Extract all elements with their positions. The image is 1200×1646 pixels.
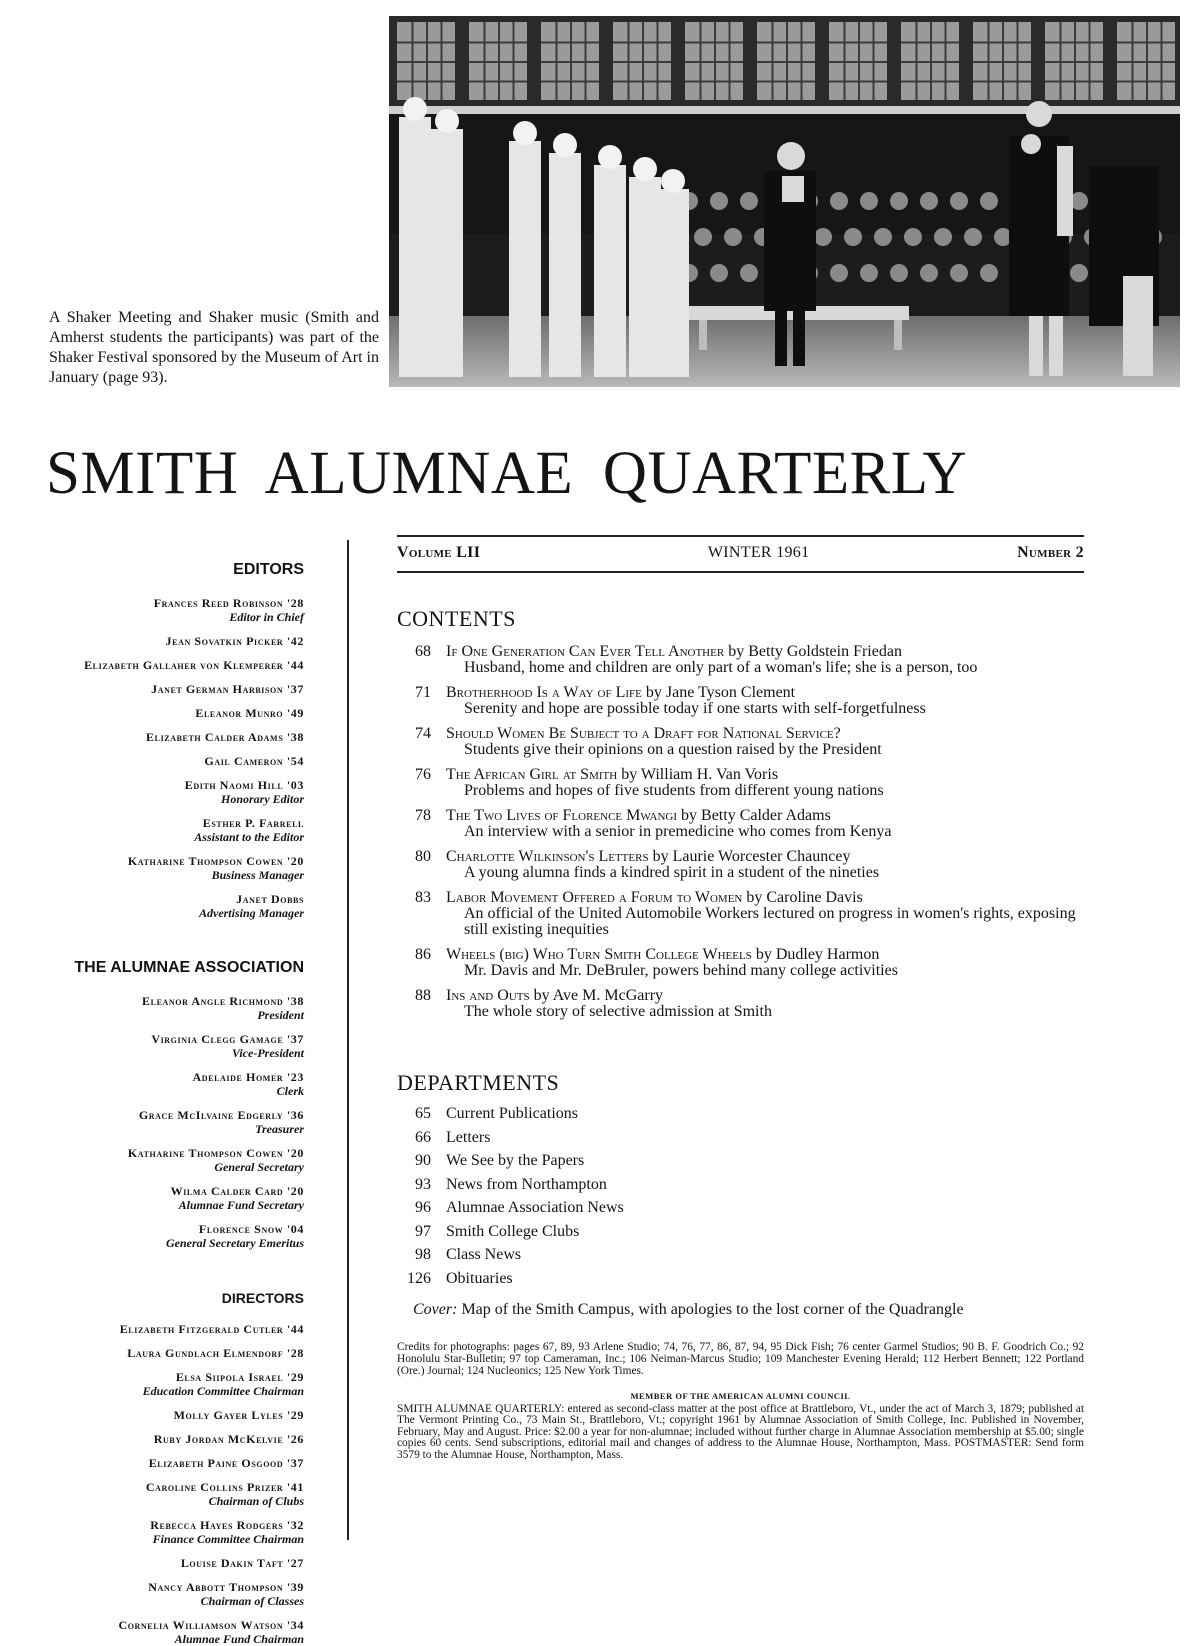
staff-title: Clerk — [276, 1084, 304, 1098]
staff-name: Katharine Thompson Cowen '20 — [127, 854, 304, 868]
entry-page: 83 — [415, 889, 431, 906]
staff-name: Louise Dakin Taft '27 — [180, 1556, 304, 1570]
staff-name: Elizabeth Fitzgerald Cutler '44 — [119, 1322, 304, 1336]
entry-description: A young alumna finds a kindred spirit in a student of the nineties — [464, 864, 880, 881]
entry-page: 80 — [415, 848, 431, 865]
staff-title: General Secretary Emeritus — [166, 1236, 304, 1250]
staff-title: Education Committee Chairman — [142, 1384, 304, 1398]
entry-page: 88 — [415, 987, 431, 1004]
contents-entry — [397, 849, 1084, 881]
entry-body — [446, 726, 1084, 758]
staff-entry — [0, 1322, 304, 1336]
staff-title: Chairman of Clubs — [208, 1494, 304, 1508]
staff-entry — [0, 1222, 304, 1250]
editors-list — [0, 596, 304, 920]
entry-author: by Jane Tyson Clement — [641, 684, 796, 701]
department-label: Obituaries — [446, 1269, 513, 1287]
staff-name: Adelaide Homer '23 — [192, 1070, 304, 1084]
staff-name: Eleanor Angle Richmond '38 — [142, 994, 304, 1008]
photo-caption: A Shaker Meeting and Shaker music (Smith and Amherst students the participants) was part of the Shaker Festival sponsored by the Museum of Art in January (page 93). — [49, 309, 379, 386]
contents-entry — [397, 988, 1084, 1020]
staff-name: Florence Snow '04 — [198, 1222, 304, 1236]
cover-note — [397, 1301, 1084, 1319]
department-label: Alumnae Association News — [446, 1199, 624, 1216]
staff-entry — [0, 816, 304, 844]
entry-title: Labor Movement Offered a Forum to Women — [446, 889, 743, 906]
department-label: We See by the Papers — [446, 1152, 585, 1169]
directors-list — [0, 1322, 304, 1646]
entry-author: by Dudley Harmon — [751, 946, 880, 963]
staff-entry — [0, 634, 304, 648]
entry-title: Charlotte Wilkinson's Letters — [446, 848, 649, 865]
staff-entry — [0, 778, 304, 806]
staff-title: Chairman of Classes — [200, 1594, 304, 1608]
entry-author: by Laurie Worcester Chauncey — [648, 848, 851, 865]
staff-name: Elizabeth Paine Osgood '37 — [148, 1456, 304, 1470]
contents-entry — [397, 767, 1084, 799]
staff-entry — [0, 1408, 304, 1422]
contents-entry — [397, 726, 1084, 758]
contents-list — [397, 644, 1084, 1020]
staff-name: Laura Gundlach Elmendorf '28 — [127, 1346, 304, 1360]
staff-title: Vice-President — [232, 1046, 304, 1060]
department-item — [397, 1102, 1084, 1126]
contents-entry — [397, 947, 1084, 979]
staff-name: Frances Reed Robinson '28 — [153, 596, 304, 610]
issue-bar — [397, 535, 1084, 573]
column-divider — [347, 540, 349, 1540]
entry-page: 86 — [415, 946, 431, 963]
department-item — [397, 1173, 1084, 1197]
entry-title: The Two Lives of Florence Mwangi — [446, 807, 678, 824]
department-page: 126 — [407, 1269, 431, 1287]
association-heading: THE ALUMNAE ASSOCIATION — [74, 959, 304, 976]
staff-column — [0, 560, 304, 1646]
department-item — [397, 1126, 1084, 1150]
volume-label: Volume LII — [397, 544, 481, 561]
entry-title: Should Women Be Subject to a Draft for National Service? — [446, 725, 841, 742]
staff-title: Honorary Editor — [220, 792, 304, 806]
number-label: Number 2 — [1017, 544, 1084, 561]
staff-entry — [0, 1618, 304, 1646]
entry-author: by William H. Van Voris — [617, 766, 779, 783]
staff-title: Treasurer — [255, 1122, 304, 1136]
staff-title: Business Manager — [211, 868, 304, 882]
staff-name: Ruby Jordan McKelvie '26 — [153, 1432, 304, 1446]
staff-title: Alumnae Fund Secretary — [178, 1198, 304, 1212]
entry-description: An official of the United Automobile Workers lectured on progress in women's rights, exposing still existing inequities — [464, 905, 1076, 938]
staff-entry — [0, 854, 304, 882]
contents-entry — [397, 644, 1084, 676]
department-label: Current Publications — [446, 1105, 578, 1122]
entry-author: by Betty Calder Adams — [677, 807, 831, 824]
staff-name: Katharine Thompson Cowen '20 — [127, 1146, 304, 1160]
department-page: 93 — [415, 1175, 431, 1193]
staff-entry — [0, 1346, 304, 1360]
department-item — [397, 1220, 1084, 1244]
cover-text: Map of the Smith Campus, with apologies to the lost corner of the Quadrangle — [457, 1301, 964, 1318]
department-page: 98 — [415, 1246, 431, 1263]
staff-entry — [0, 596, 304, 624]
staff-name: Wilma Calder Card '20 — [170, 1184, 304, 1198]
entry-title: If One Generation Can Ever Tell Another — [446, 643, 725, 660]
entry-body — [446, 890, 1084, 938]
entry-author: by Caroline Davis — [742, 889, 863, 906]
staff-name: Gail Cameron '54 — [204, 754, 304, 768]
staff-entry — [0, 892, 304, 920]
departments-list — [397, 1102, 1084, 1290]
entry-body — [446, 644, 1084, 676]
department-item — [397, 1243, 1084, 1267]
contents-column — [397, 535, 1084, 1461]
staff-entry — [0, 1556, 304, 1570]
masthead-title: SMITH ALUMNAE QUARTERLY — [46, 440, 967, 507]
staff-name: Elizabeth Calder Adams '38 — [146, 730, 304, 744]
contents-entry — [397, 890, 1084, 938]
contents-entry — [397, 808, 1084, 840]
contents-heading: CONTENTS — [397, 606, 516, 631]
staff-name: Elsa Siipola Israel '29 — [175, 1370, 304, 1384]
entry-page: 68 — [415, 643, 431, 660]
staff-entry — [0, 1108, 304, 1136]
entry-body — [446, 767, 1084, 799]
department-item — [397, 1149, 1084, 1173]
department-page: 65 — [415, 1105, 431, 1122]
staff-entry — [0, 754, 304, 768]
staff-name: Edith Naomi Hill '03 — [184, 778, 304, 792]
season-label: WINTER 1961 — [707, 544, 810, 561]
entry-title: Brotherhood Is a Way of Life — [446, 684, 642, 701]
staff-name: Elizabeth Gallaher von Klemperer '44 — [84, 658, 304, 672]
staff-entry — [0, 1032, 304, 1060]
staff-name: Esther P. Farrell — [202, 816, 304, 830]
contents-entry — [397, 685, 1084, 717]
staff-entry — [0, 1480, 304, 1508]
staff-entry — [0, 1518, 304, 1546]
entry-description: Problems and hopes of five students from different young nations — [464, 782, 884, 799]
shaker-festival-photo — [389, 16, 1180, 387]
entry-body — [446, 849, 1084, 881]
staff-entry — [0, 994, 304, 1022]
entry-description: Husband, home and children are only part of a woman's life; she is a person, too — [464, 659, 978, 676]
departments-heading: DEPARTMENTS — [397, 1070, 560, 1095]
staff-entry — [0, 730, 304, 744]
council-membership: MEMBER OF THE AMERICAN ALUMNI COUNCIL — [630, 1391, 851, 1401]
staff-name: Janet Dobbs — [236, 892, 304, 906]
department-page: 97 — [415, 1222, 431, 1240]
staff-entry — [0, 682, 304, 696]
entry-description: Mr. Davis and Mr. DeBruler, powers behind many college activities — [464, 962, 898, 979]
entry-title: The African Girl at Smith — [446, 766, 618, 783]
staff-name: Rebecca Hayes Rodgers '32 — [150, 1518, 304, 1532]
entry-description: Students give their opinions on a question raised by the President — [464, 741, 882, 758]
entry-body — [446, 988, 1084, 1020]
staff-name: Caroline Collins Prizer '41 — [145, 1480, 304, 1494]
staff-name: Cornelia Williamson Watson '34 — [118, 1618, 304, 1632]
staff-title: President — [257, 1008, 304, 1022]
entry-body — [446, 947, 1084, 979]
department-label: Letters — [446, 1128, 491, 1146]
department-label: News from Northampton — [446, 1175, 607, 1193]
entry-page: 74 — [415, 725, 431, 742]
staff-entry — [0, 658, 304, 672]
department-item — [397, 1267, 1084, 1291]
department-page: 96 — [415, 1199, 431, 1216]
entry-page: 78 — [415, 807, 431, 824]
entry-title: Ins and Outs — [446, 987, 530, 1004]
staff-name: Eleanor Munro '49 — [195, 706, 304, 720]
entry-author: by Ave M. McGarry — [529, 987, 664, 1004]
photo-credits: Credits for photographs: pages 67, 89, 93 Arlene Studio; 74, 76, 77, 86, 87, 94, 95 Dick Fish; 76 center Garmel Studios; 90 B. F. Goodrich Co.; 92 Honolulu Star-Bulletin; 97 top Cameraman, Inc.; 106 Neiman-Marcus Studio; 109 Manchester Evening Herald; 112 Herbert Bennett; 122 Portland (Ore.) Journal; 124 Nucleonics; 125 New York Times. — [397, 1341, 1084, 1377]
entry-page: 71 — [415, 684, 431, 701]
staff-name: Janet German Harbison '37 — [151, 682, 304, 696]
staff-entry — [0, 1184, 304, 1212]
staff-entry — [0, 1070, 304, 1098]
staff-title: Advertising Manager — [198, 906, 304, 920]
staff-entry — [0, 1146, 304, 1174]
staff-entry — [0, 1456, 304, 1470]
entry-body — [446, 685, 1084, 717]
entry-body — [446, 808, 1084, 840]
staff-title: General Secretary — [214, 1160, 304, 1174]
entry-description: Serenity and hope are possible today if one starts with self-forgetfulness — [464, 700, 926, 717]
entry-description: An interview with a senior in premedicine who comes from Kenya — [464, 823, 892, 840]
entry-author: by Betty Goldstein Friedan — [724, 643, 902, 660]
staff-entry — [0, 706, 304, 720]
department-page: 66 — [415, 1128, 431, 1146]
cover-label: Cover: — [413, 1301, 458, 1318]
entry-title: Wheels (big) Who Turn Smith College Wheels — [446, 946, 752, 963]
staff-name: Nancy Abbott Thompson '39 — [148, 1580, 304, 1594]
directors-heading: DIRECTORS — [221, 1290, 304, 1306]
staff-name: Molly Gayer Lyles '29 — [173, 1408, 304, 1422]
staff-entry — [0, 1432, 304, 1446]
staff-name: Grace McIlvaine Edgerly '36 — [138, 1108, 304, 1122]
department-item — [397, 1196, 1084, 1220]
staff-title: Editor in Chief — [229, 610, 304, 624]
staff-name: Jean Sovatkin Picker '42 — [165, 634, 304, 648]
department-page: 90 — [415, 1152, 431, 1169]
staff-title: Finance Committee Chairman — [152, 1532, 304, 1546]
staff-entry — [0, 1370, 304, 1398]
editors-heading: EDITORS — [233, 561, 304, 578]
staff-title: Assistant to the Editor — [194, 830, 304, 844]
entry-description: The whole story of selective admission at Smith — [464, 1003, 772, 1020]
mailing-notice: SMITH ALUMNAE QUARTERLY: entered as second-class matter at the post office at Brattleboro, Vt., under the act of March 3, 1879; published at The Vermont Printing Co., 73 Main St., Brattleboro, Vt.; copyright 1961 by Alumnae Association of Smith College, Inc. Published in November, February, May and August. Price: $2.00 a year for non-alumnae; included without further charge in Alumnae Association membership at $5.00; single copies 60 cents. Send subscriptions, editorial mail and changes of address to the Alumnae House, Northampton, Mass. POSTMASTER: Send form 3579 to the Alumnae House, Northampton, Mass. — [397, 1403, 1084, 1461]
entry-page: 76 — [415, 766, 431, 783]
staff-title: Alumnae Fund Chairman — [174, 1632, 304, 1646]
staff-name: Virginia Clegg Gamage '37 — [151, 1032, 304, 1046]
department-label: Smith College Clubs — [446, 1222, 580, 1240]
department-label: Class News — [446, 1246, 522, 1263]
association-list — [0, 994, 304, 1250]
staff-entry — [0, 1580, 304, 1608]
